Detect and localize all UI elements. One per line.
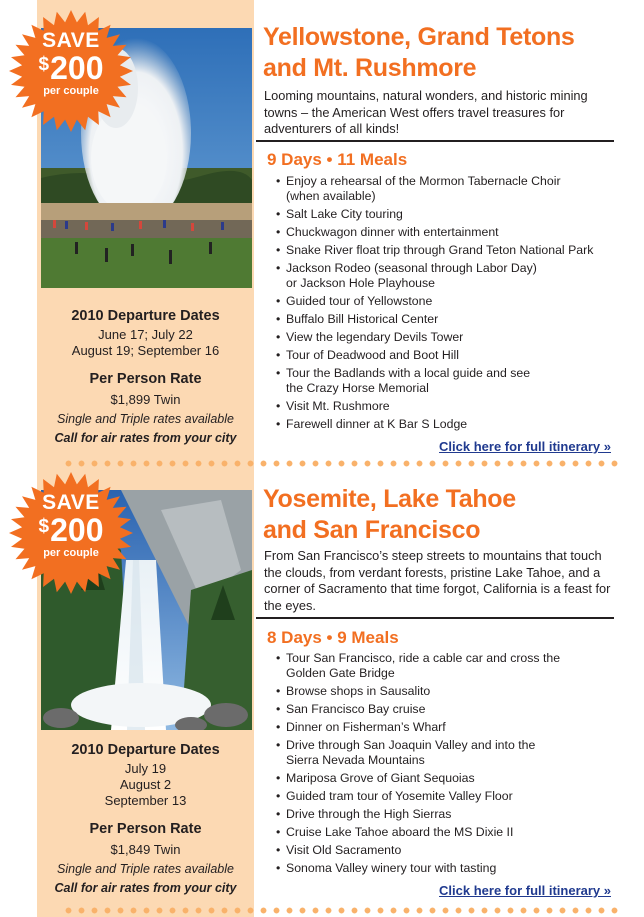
rate-type: Twin [153,392,181,407]
itinerary-item [276,399,606,414]
itinerary-item-text-cont: or Jackson Hole Playhouse [286,276,436,290]
itinerary-item [276,771,606,786]
departure-info [37,742,254,896]
itinerary-item-text: Tour San Francisco, ride a cable car and cross the [286,651,561,665]
rate-heading: Per Person Rate [89,821,202,837]
badge-per-label: per couple [43,85,99,97]
itinerary-item-text: Browse shops in Sausalito [286,684,431,698]
itinerary-item-text-cont: Golden Gate Bridge [286,666,395,680]
itinerary-item-text-cont: (when available) [286,189,376,203]
itinerary-item-text: Mariposa Grove of Giant Sequoias [286,771,475,785]
itinerary-item [276,294,606,309]
departure-info [37,308,254,446]
save-badge [8,8,134,134]
itinerary-item-text-cont: Sierra Nevada Mountains [286,753,425,767]
itinerary-item [276,843,606,858]
itinerary-item-text: Cruise Lake Tahoe aboard the MS Dixie II [286,825,514,839]
rate-heading: Per Person Rate [89,371,202,387]
itinerary-item-text: Salt Lake City touring [286,207,403,221]
itinerary-item-text: View the legendary Devils Tower [286,330,464,344]
tour-title-line: and Mt. Rushmore [263,54,477,82]
departure-heading: 2010 Departure Dates [71,742,220,758]
tour-title-line: Yosemite, Lake Tahoe [263,485,516,513]
tour-yosemite [0,462,644,917]
itinerary-item-text: Guided tour of Yellowstone [286,294,433,308]
rate-note: Single and Triple rates available [57,412,234,426]
itinerary-item [276,789,606,804]
itinerary-item [276,174,606,204]
tour-title-line: Yellowstone, Grand Tetons [263,23,575,51]
departure-date-line: August 2 [119,777,172,792]
air-rate-note: Call for air rates from your city [54,881,237,895]
divider [256,617,614,619]
itinerary-item-text: Tour of Deadwood and Boot Hill [286,348,459,362]
itinerary-item [276,261,606,291]
rate-price [37,392,254,408]
tour-title [263,22,633,84]
days-meals-heading: 8 Days • 9 Meals [267,628,399,647]
departure-heading: 2010 Departure Dates [71,308,220,324]
tour-intro: Looming mountains, natural wonders, and historic mining towns – the American West offers travel treasures for adventurers of all kinds! [264,88,588,136]
dotted-separator [62,907,622,914]
itinerary-item [276,651,606,681]
tour-intro: From San Francisco’s steep streets to mountains that touch the clouds, from verdant forests, pristine Lake Tahoe, and a corner of Sacramento that time forgot, California is a feast for the eyes. [264,548,611,613]
itinerary-item-text: Guided tram tour of Yosemite Valley Floor [286,789,513,803]
rate-type: Twin [153,842,181,857]
itinerary-item-text: Jackson Rodeo (seasonal through Labor Day) [286,261,537,275]
itinerary-item-text: Buffalo Bill Historical Center [286,312,439,326]
departure-date-line: June 17; July 22 [98,327,193,342]
badge-currency: $ [38,516,50,537]
badge-amount [8,514,134,546]
itinerary-item [276,330,606,345]
badge-per-label: per couple [43,547,99,559]
itinerary-item-text: Snake River float trip through Grand Teton National Park [286,243,594,257]
badge-text [8,30,134,97]
departure-date-line: July 19 [124,761,167,776]
itinerary-item [276,807,606,822]
itinerary-item-text: Sonoma Valley winery tour with tasting [286,861,497,875]
itinerary-item-text: Enjoy a rehearsal of the Mormon Tabernacle Choir [286,174,561,188]
itinerary-item [276,684,606,699]
rate-amount: $1,849 [110,842,151,857]
itinerary-item [276,312,606,327]
badge-currency: $ [38,54,50,75]
itinerary-item-text: San Francisco Bay cruise [286,702,426,716]
itinerary-item [276,348,606,363]
itinerary-item [276,366,606,396]
badge-save-label: SAVE [42,491,100,514]
save-badge [8,470,134,596]
itinerary-item-text-cont: the Crazy Horse Memorial [286,381,429,395]
itinerary-item [276,243,606,258]
badge-text [8,492,134,559]
departure-date-line: August 19; September 16 [71,343,220,358]
itinerary-item-text: Farewell dinner at K Bar S Lodge [286,417,468,431]
itinerary-item-text: Visit Old Sacramento [286,843,402,857]
itinerary-item [276,702,606,717]
itinerary-item [276,738,606,768]
tour-title [263,484,633,546]
itinerary-item [276,720,606,735]
days-meals-heading: 9 Days • 11 Meals [267,150,408,169]
full-itinerary-link[interactable]: Click here for full itinerary » [439,439,611,454]
itinerary-list [276,651,606,879]
itinerary-item-text: Drive through San Joaquin Valley and into the [286,738,536,752]
badge-save-label: SAVE [42,29,100,52]
badge-amount-value: 200 [50,512,104,548]
itinerary-item [276,225,606,240]
itinerary-item [276,825,606,840]
air-rate-note: Call for air rates from your city [54,431,237,445]
itinerary-item-text: Tour the Badlands with a local guide and see [286,366,531,380]
departure-date-line: September 13 [104,793,187,808]
badge-amount [8,52,134,84]
itinerary-item-text: Drive through the High Sierras [286,807,452,821]
rate-price [37,842,254,858]
itinerary-item-text: Dinner on Fisherman’s Wharf [286,720,446,734]
rate-amount: $1,899 [110,392,151,407]
itinerary-item-text: Chuckwagon dinner with entertainment [286,225,499,239]
itinerary-item [276,207,606,222]
itinerary-item [276,417,606,432]
divider [256,140,614,142]
itinerary-item [276,861,606,876]
full-itinerary-link[interactable]: Click here for full itinerary » [439,883,611,898]
tour-title-line: and San Francisco [263,516,481,544]
itinerary-list [276,174,606,435]
itinerary-item-text: Visit Mt. Rushmore [286,399,390,413]
badge-amount-value: 200 [50,50,104,86]
rate-note: Single and Triple rates available [57,862,234,876]
